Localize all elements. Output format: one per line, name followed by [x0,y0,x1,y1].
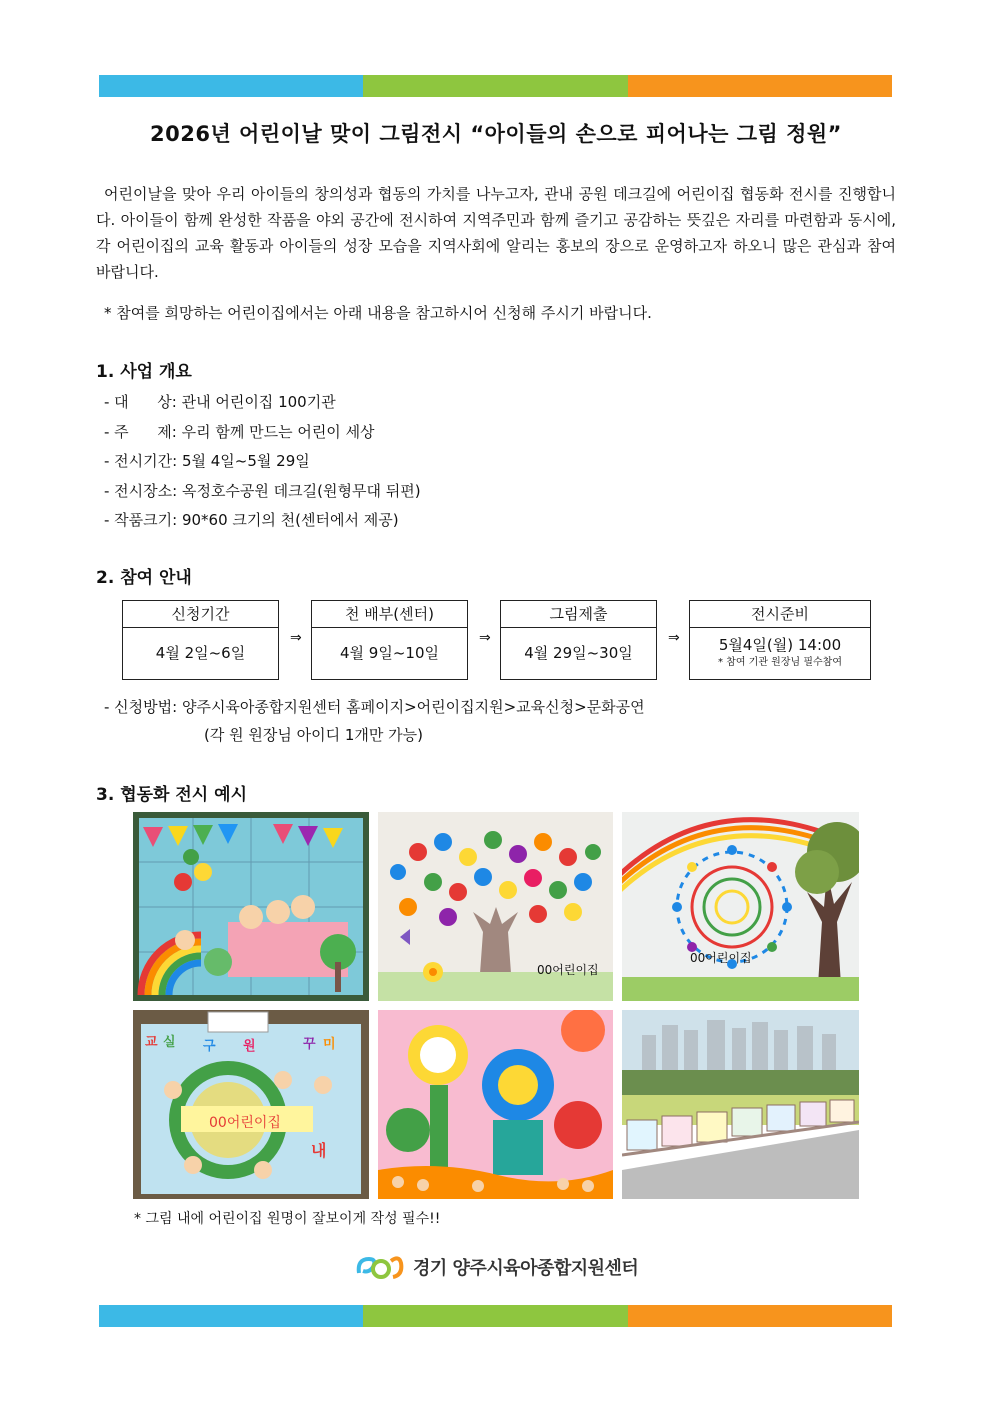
bottom-color-bar [99,1305,892,1327]
svg-text:미: 미 [323,1037,336,1052]
step-head: 전시준비 [690,601,870,628]
step-body: 4월 2일~6일 [155,644,246,662]
step-distribute [311,600,468,680]
svg-text:원: 원 [243,1039,256,1054]
arrow-icon: ⇒ [290,630,302,646]
participation-flow [122,600,870,680]
example-photo-6 [622,1010,859,1199]
step-prepare [689,600,871,680]
arrow-icon: ⇒ [668,630,680,646]
document-title: 2026년 어린이날 맞이 그림전시 “아이들의 손으로 피어나는 그림 정원” [150,122,842,146]
example-photo-2 [378,812,613,1001]
overview-item-size: - 작품크기: 90*60 크기의 천(센터에서 제공) [104,511,399,529]
svg-text:내: 내 [311,1141,327,1160]
top-color-bar [99,75,892,97]
overview-item-target: - 대 상: 관내 어린이집 100기관 [104,393,336,411]
step-sub-note: * 참여 기관 원장님 필수참여 [718,657,842,668]
example-photo-5 [378,1010,613,1199]
org-name: 경기 양주시육아종합지원센터 [413,1258,639,1279]
section1-heading: 1. 사업 개요 [96,362,192,382]
org-logo-icon [355,1251,407,1283]
intro-paragraph [96,181,896,285]
method-line-sub: (각 원 원장님 아이디 1개만 가능) [204,726,423,744]
svg-text:꾸: 꾸 [303,1037,316,1052]
photo-caption: 00어린이집 [537,963,599,977]
step-head: 신청기간 [123,601,278,628]
example-photo-4 [133,1010,369,1199]
photo-caption: 00어린이집 [690,951,752,965]
step-body: 5월4일(월) 14:00 [718,636,842,654]
svg-text:구: 구 [203,1039,216,1054]
overview-item-period: - 전시기간: 5월 4일~5월 29일 [104,452,310,470]
section3-heading: 3. 협동화 전시 예시 [96,785,247,805]
step-body: 4월 29일~30일 [524,644,633,662]
overview-item-place: - 전시장소: 옥정호수공원 데크길(원형무대 뒤편) [104,481,421,500]
arrow-icon: ⇒ [479,630,491,646]
svg-text:교: 교 [145,1035,158,1050]
gallery-footnote: * 그림 내에 어린이집 원명이 잘보이게 작성 필수!! [134,1211,441,1227]
step-body: 4월 9일~10일 [340,644,439,662]
overview-item-theme: - 주 제: 우리 함께 만드는 어린이 세상 [104,422,375,441]
section2-heading: 2. 참여 안내 [96,568,192,588]
photo-caption: 00어린이집 [209,1115,281,1131]
overview-list [104,388,421,536]
step-head: 천 배부(센터) [312,601,467,628]
apply-method [104,693,645,749]
intro-note: * 참여를 희망하는 어린이집에서는 아래 내용을 참고하시어 신청해 주시기 바랍니다. [104,304,652,322]
example-photo-3 [622,812,859,1001]
example-photo-1 [133,812,369,1001]
step-apply [122,600,279,680]
example-gallery [133,812,859,1200]
intro-text: 어린이날을 맞아 우리 아이들의 창의성과 협동의 가치를 나누고자, 관내 공원 데크길에 어린이집 협동화 전시를 진행합니다. 아이들이 함께 완성한 작품을 야외 공간에 전시하여 지역주민과 함께 즐기고 공감하는 뜻깊은 자리를 마련함과 동시에, 각 어린이집의 교육 활동과 아이들의 성장 모습을 지역사회에 알리는 홍보의 장으로 운영하고자 하오니 많은 관심과 참여 바랍니다. [96,185,896,281]
org-logo [355,1250,638,1284]
step-head: 그림제출 [501,601,656,628]
svg-text:실: 실 [163,1035,176,1050]
step-submit [500,600,657,680]
method-line: - 신청방법: 양주시육아종합지원센터 홈페이지>어린이집지원>교육신청>문화공연 [104,698,645,716]
